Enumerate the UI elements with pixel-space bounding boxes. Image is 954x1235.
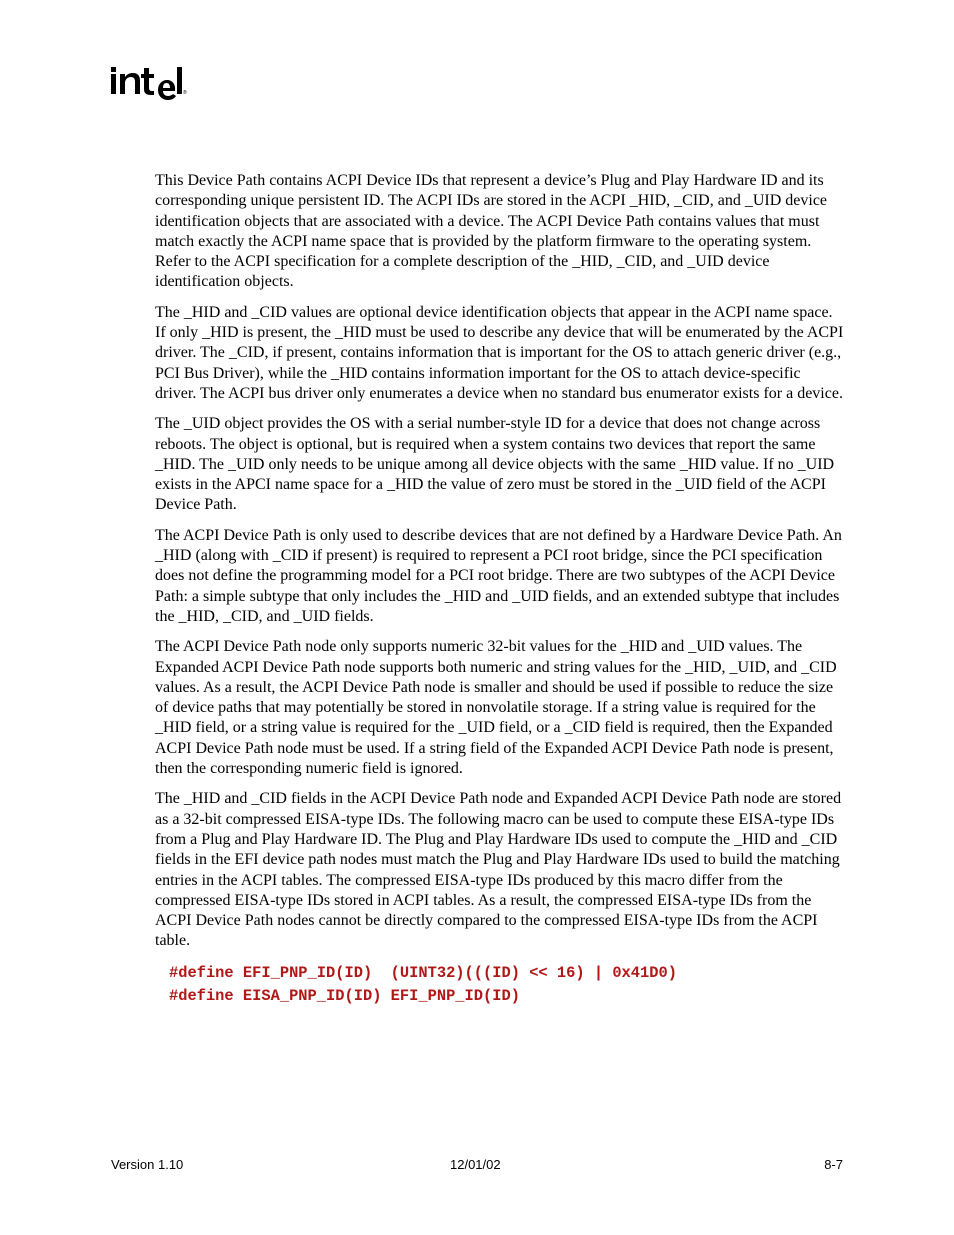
footer-date: 12/01/02 [450,1157,501,1172]
paragraph-hid-cid-values: The _HID and _CID values are optional device identification objects that appear in the ACPI name space. If only _HID is present, the _HID must be used to describe any device that will be enumerated by the ACPI driver. The _CID, if present, contains information that is important for the OS to attach generic driver (e.g., PCI Bus Driver), while the _HID contains information important for the OS to attach device-specific driver. The ACPI bus driver only enumerates a device when no standard bus enumerator exists for a device. [155,303,844,402]
paragraph-uid-object: The _UID object provides the OS with a serial number-style ID for a device that does not change across reboots. The object is optional, but is required when a system contains two devices that report the same _HID. The _UID only needs to be unique among all device objects with the same _HID value. If no _UID exists in the APCI name space for a _HID the value of zero must be stored in the _UID field of the ACPI Device Path. [155,415,835,514]
trademark-symbol: ® [183,90,187,96]
document-body [155,171,845,1008]
code-line-eisa-pnp-id: #define EISA_PNP_ID(ID) EFI_PNP_ID(ID) [169,986,520,1005]
paragraph-expanded-acpi-node: The ACPI Device Path node only supports numeric 32-bit values for the _HID and _UID values. The Expanded ACPI Device Path node supports both numeric and string values for the _HID, _UID, and _CID values. As a result, the ACPI Device Path node is smaller and should be used if possible to reduce the size of device paths that may potentially be stored in nonvolatile storage. If a string value is required for the _HID field, or a string value is required for the _UID field, or a _CID field is required, then the Expanded ACPI Device Path node must be used. If a string field of the Expanded ACPI Device Path node is present, then the corresponding numeric field is ignored. [155,638,837,778]
footer-page-number: 8-7 [824,1157,843,1172]
paragraph-eisa-type-ids: The _HID and _CID fields in the ACPI Device Path node and Expanded ACPI Device Path node are stored as a 32-bit compressed EISA-type IDs. The following macro can be used to compute these EISA-type IDs from a Plug and Play Hardware ID. The Plug and Play Hardware IDs used to compute the _HID and _CID fields in the EFI device path nodes must match the Plug and Play Hardware IDs used to build the matching entries in the ACPI tables. The compressed EISA-type IDs produced by this macro differ from the compressed EISA-type IDs stored in ACPI tables. As a result, the compressed EISA-type IDs from the ACPI Device Path nodes cannot be directly compared to the compressed EISA-type IDs from the ACPI table. [155,790,842,950]
paragraph-acpi-device-ids: This Device Path contains ACPI Device IDs that represent a device’s Plug and Play Hardware ID and its corresponding unique persistent ID. The ACPI IDs are stored in the ACPI _HID, _CID, and _UID device identification objects that are associated with a device. The ACPI Device Path contains values that must match exactly the ACPI name space that is provided by the platform firmware to the operating system. Refer to the ACPI specification for a complete description of the _HID, _CID, and _UID device identification objects. [155,172,828,291]
paragraph-acpi-subtypes: The ACPI Device Path is only used to describe devices that are not defined by a Hardware Device Path. An _HID (along with _CID if present) is required to represent a PCI root bridge, since the PCI specification does not define the programming model for a PCI root bridge. There are two subtypes of the ACPI Device Path: a simple subtype that only includes the _HID and _UID fields, and an extended subtype that includes the _HID, _CID, and _UID fields. [155,526,842,625]
code-line-efi-pnp-id: #define EFI_PNP_ID(ID) (UINT32)(((ID) << 16) | 0x41D0) [169,963,677,982]
footer-version: Version 1.10 [111,1157,184,1172]
intel-logo-icon [110,60,190,104]
